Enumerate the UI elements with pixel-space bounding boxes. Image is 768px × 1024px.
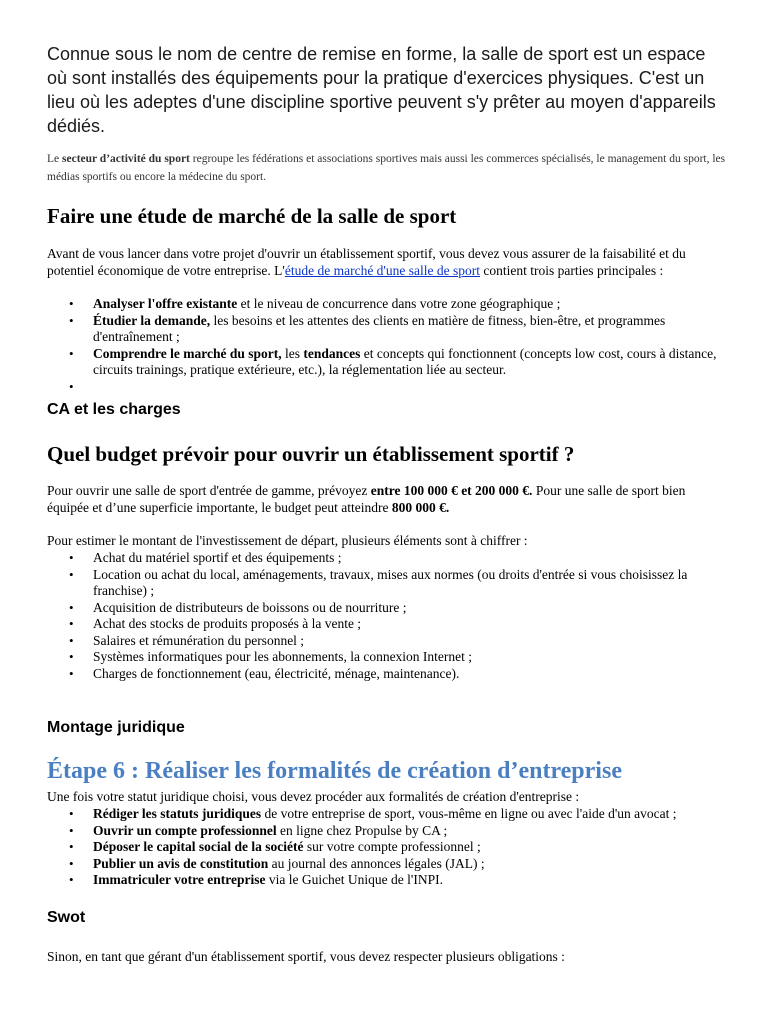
closing-paragraph: Sinon, en tant que gérant d'un établissement sportif, vous devez respecter plusieurs obligations :	[47, 949, 565, 964]
list-item: • Salaires et rémunération du personnel ;	[47, 633, 727, 650]
investment-intro: Pour estimer le montant de l'investissement de départ, plusieurs éléments sont à chiffrer :	[47, 533, 528, 548]
list-item	[47, 839, 727, 856]
budget-max: 800 000 €.	[391, 499, 450, 515]
item-text: au journal des annonces légales (JAL) ;	[268, 855, 485, 871]
item-text: de votre entreprise de sport, vous-même en ligne ou avec l'aide d'un avocat ;	[261, 806, 677, 821]
sector-paragraph	[47, 150, 727, 186]
item-bold: Comprendre le marché du sport,	[93, 345, 282, 361]
list-item	[47, 313, 727, 346]
item-bold: Déposer le capital social de la société	[93, 839, 304, 854]
item-bold: Analyser l'offre existante	[93, 296, 238, 311]
list-item: • Achat des stocks de produits proposés à la vente ;	[47, 616, 727, 633]
market-study-intro	[47, 246, 727, 279]
list-item	[47, 823, 727, 840]
item-text: sur votre compte professionnel ;	[303, 839, 481, 854]
section-market-study-title: Faire une étude de marché de la salle de sport	[47, 204, 457, 228]
market-study-link[interactable]: étude de marché d'une salle de sport	[284, 262, 480, 278]
item-bold: Publier un avis de constitution	[93, 855, 269, 871]
list-item: • Achat du matériel sportif et des équipements ;	[47, 550, 727, 567]
item-bold: Rédiger les statuts juridiques	[93, 806, 262, 821]
item-bold: Étudier la demande,	[93, 312, 211, 328]
list-item	[47, 806, 727, 823]
market-intro-pre: Avant de vous lancer dans votre projet d'ouvrir un établissement sportif, vous devez vous assurer de la faisabilité et du potentiel économique de votre entreprise. L'	[47, 246, 686, 278]
list-item	[47, 296, 727, 313]
list-item	[47, 346, 727, 379]
item-text: les besoins et les attentes des clients en matière de fitness, bien-être, et programmes d'entraînement ;	[93, 312, 666, 344]
list-item: • Systèmes informatiques pour les abonnements, la connexion Internet ;	[47, 649, 727, 666]
item-bold: Immatriculer votre entreprise	[93, 872, 266, 887]
budget-paragraph	[47, 483, 727, 516]
list-item	[47, 856, 727, 873]
intro-paragraph: Connue sous le nom de centre de remise en forme, la salle de sport est un espace où sont installés des équipements pour la pratique d'exercices physiques. C'est un lieu où les adeptes d'une discipline sportive peuvent s'y prêter au moyen d'appareils dédiés.	[47, 44, 716, 136]
list-item	[47, 872, 727, 889]
item-text-2: et concepts qui fonctionnent (concepts low cost, cours à distance, circuits trainings, pratique extérieure, etc.), la réglementation liée au secteur.	[93, 345, 717, 377]
investment-list	[47, 550, 727, 682]
heading-ca-charges: CA et les charges	[47, 401, 181, 418]
item-text: les	[281, 345, 304, 361]
formalities-intro: Une fois votre statut juridique choisi, vous devez procéder aux formalités de création d'entreprise :	[47, 789, 580, 804]
list-item-empty	[47, 379, 727, 396]
market-intro-post: contient trois parties principales :	[479, 262, 664, 278]
section-budget-title: Quel budget prévoir pour ouvrir un établissement sportif ?	[47, 442, 575, 466]
sector-post: regroupe les fédérations et associations sportives mais aussi les commerces spécialisés, le management du sport, les médias sportifs ou encore la médecine du sport.	[47, 153, 726, 183]
section-formalities-title: Étape 6 : Réaliser les formalités de création d’entreprise	[47, 758, 622, 784]
item-text: et le niveau de concurrence dans votre zone géographique ;	[237, 296, 561, 311]
formalities-list	[47, 806, 727, 889]
item-bold: Ouvrir un compte professionnel	[93, 822, 277, 838]
list-item: • Charges de fonctionnement (eau, électricité, ménage, maintenance).	[47, 666, 727, 683]
item-text: en ligne chez Propulse by CA ;	[276, 822, 448, 838]
heading-montage-juridique: Montage juridique	[47, 719, 185, 736]
sector-pre: Le	[47, 153, 63, 165]
budget-text-a: Pour ouvrir une salle de sport d'entrée de gamme, prévoyez	[47, 483, 371, 498]
list-item: • Location ou achat du local, aménagements, travaux, mises aux normes (ou droits d'entrée si vous choisissez la franchise) ;	[47, 567, 727, 600]
item-text: via le Guichet Unique de l'INPI.	[265, 872, 443, 887]
budget-range: entre 100 000 € et 200 000 €.	[370, 483, 533, 498]
market-study-list	[47, 296, 727, 395]
budget-text-c: Pour une salle de sport bien équipée et d’une superficie importante, le budget peut atteindre	[47, 483, 686, 515]
list-item: • Acquisition de distributeurs de boissons ou de nourriture ;	[47, 600, 727, 617]
heading-swot: Swot	[47, 909, 86, 926]
sector-bold: secteur d’activité du sport	[62, 153, 190, 165]
item-bold-2: tendances	[303, 345, 361, 361]
